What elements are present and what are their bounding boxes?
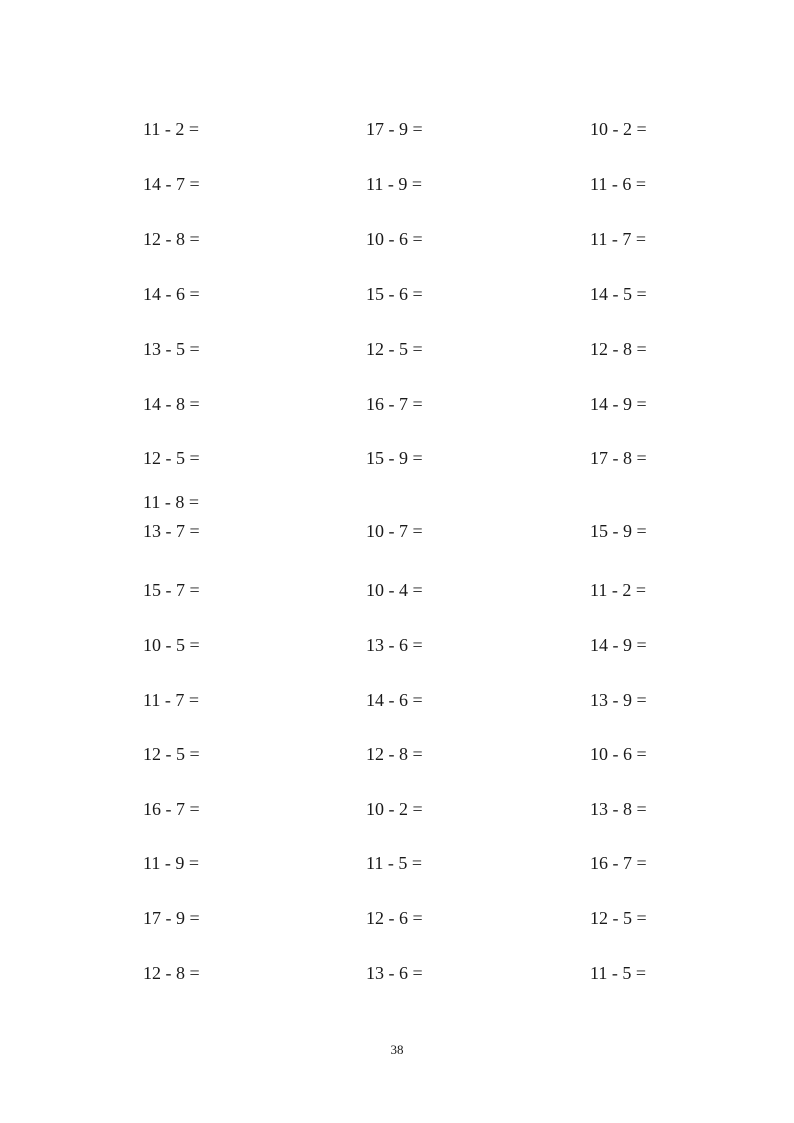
problem: 11 - 5 =	[366, 853, 422, 873]
problem-row	[0, 906, 794, 930]
problem-row	[0, 337, 794, 361]
problem: 13 - 8 =	[590, 799, 647, 819]
problem: 14 - 9 =	[590, 635, 647, 655]
page-number: 38	[390, 1042, 404, 1057]
problem: 10 - 6 =	[590, 744, 647, 764]
problem: 14 - 8 =	[143, 394, 200, 414]
problem: 13 - 5 =	[143, 339, 200, 359]
problem: 13 - 6 =	[366, 635, 423, 655]
problem: 10 - 4 =	[366, 580, 423, 600]
problem: 12 - 8 =	[143, 229, 200, 249]
problem: 14 - 7 =	[143, 174, 200, 194]
problem-row	[0, 633, 794, 657]
problem-row	[0, 519, 794, 543]
problem: 17 - 8 =	[590, 448, 647, 468]
problem: 15 - 7 =	[143, 580, 200, 600]
problem: 14 - 6 =	[366, 690, 423, 710]
problem: 17 - 9 =	[366, 119, 423, 139]
problem: 10 - 6 =	[366, 229, 423, 249]
problem: 11 - 9 =	[143, 853, 199, 873]
problem: 12 - 5 =	[143, 744, 200, 764]
problem-row	[0, 117, 794, 141]
problem: 12 - 8 =	[590, 339, 647, 359]
problem-row	[0, 227, 794, 251]
problem-row	[0, 578, 794, 602]
problem: 16 - 7 =	[366, 394, 423, 414]
problem: 11 - 5 =	[590, 963, 646, 983]
problem: 12 - 8 =	[143, 963, 200, 983]
problem: 16 - 7 =	[590, 853, 647, 873]
problem-row	[0, 392, 794, 416]
problem: 16 - 7 =	[143, 799, 200, 819]
problem: 11 - 7 =	[590, 229, 646, 249]
problem-row	[0, 172, 794, 196]
problem-row	[0, 961, 794, 985]
problem-row	[0, 851, 794, 875]
problem: 10 - 2 =	[366, 799, 423, 819]
problem-row	[0, 490, 794, 514]
problem: 15 - 9 =	[366, 448, 423, 468]
problem: 14 - 9 =	[590, 394, 647, 414]
problem: 12 - 5 =	[590, 908, 647, 928]
problem: 13 - 6 =	[366, 963, 423, 983]
problem: 12 - 6 =	[366, 908, 423, 928]
problem: 14 - 5 =	[590, 284, 647, 304]
problem: 13 - 7 =	[143, 521, 200, 541]
problem: 13 - 9 =	[590, 690, 647, 710]
problem-row	[0, 446, 794, 470]
problem-row	[0, 742, 794, 766]
problem: 17 - 9 =	[143, 908, 200, 928]
problem: 12 - 5 =	[143, 448, 200, 468]
problem: 11 - 2 =	[590, 580, 646, 600]
problem: 11 - 6 =	[590, 174, 646, 194]
problem: 15 - 9 =	[590, 521, 647, 541]
problem: 10 - 7 =	[366, 521, 423, 541]
problem: 12 - 5 =	[366, 339, 423, 359]
problem: 11 - 7 =	[143, 690, 199, 710]
problem: 11 - 8 =	[143, 492, 199, 512]
problem: 15 - 6 =	[366, 284, 423, 304]
problem: 10 - 5 =	[143, 635, 200, 655]
problem: 14 - 6 =	[143, 284, 200, 304]
problem-row	[0, 688, 794, 712]
problem-row	[0, 282, 794, 306]
problem: 11 - 9 =	[366, 174, 422, 194]
problem: 12 - 8 =	[366, 744, 423, 764]
problem-row	[0, 797, 794, 821]
problem: 10 - 2 =	[590, 119, 647, 139]
problem: 11 - 2 =	[143, 119, 199, 139]
